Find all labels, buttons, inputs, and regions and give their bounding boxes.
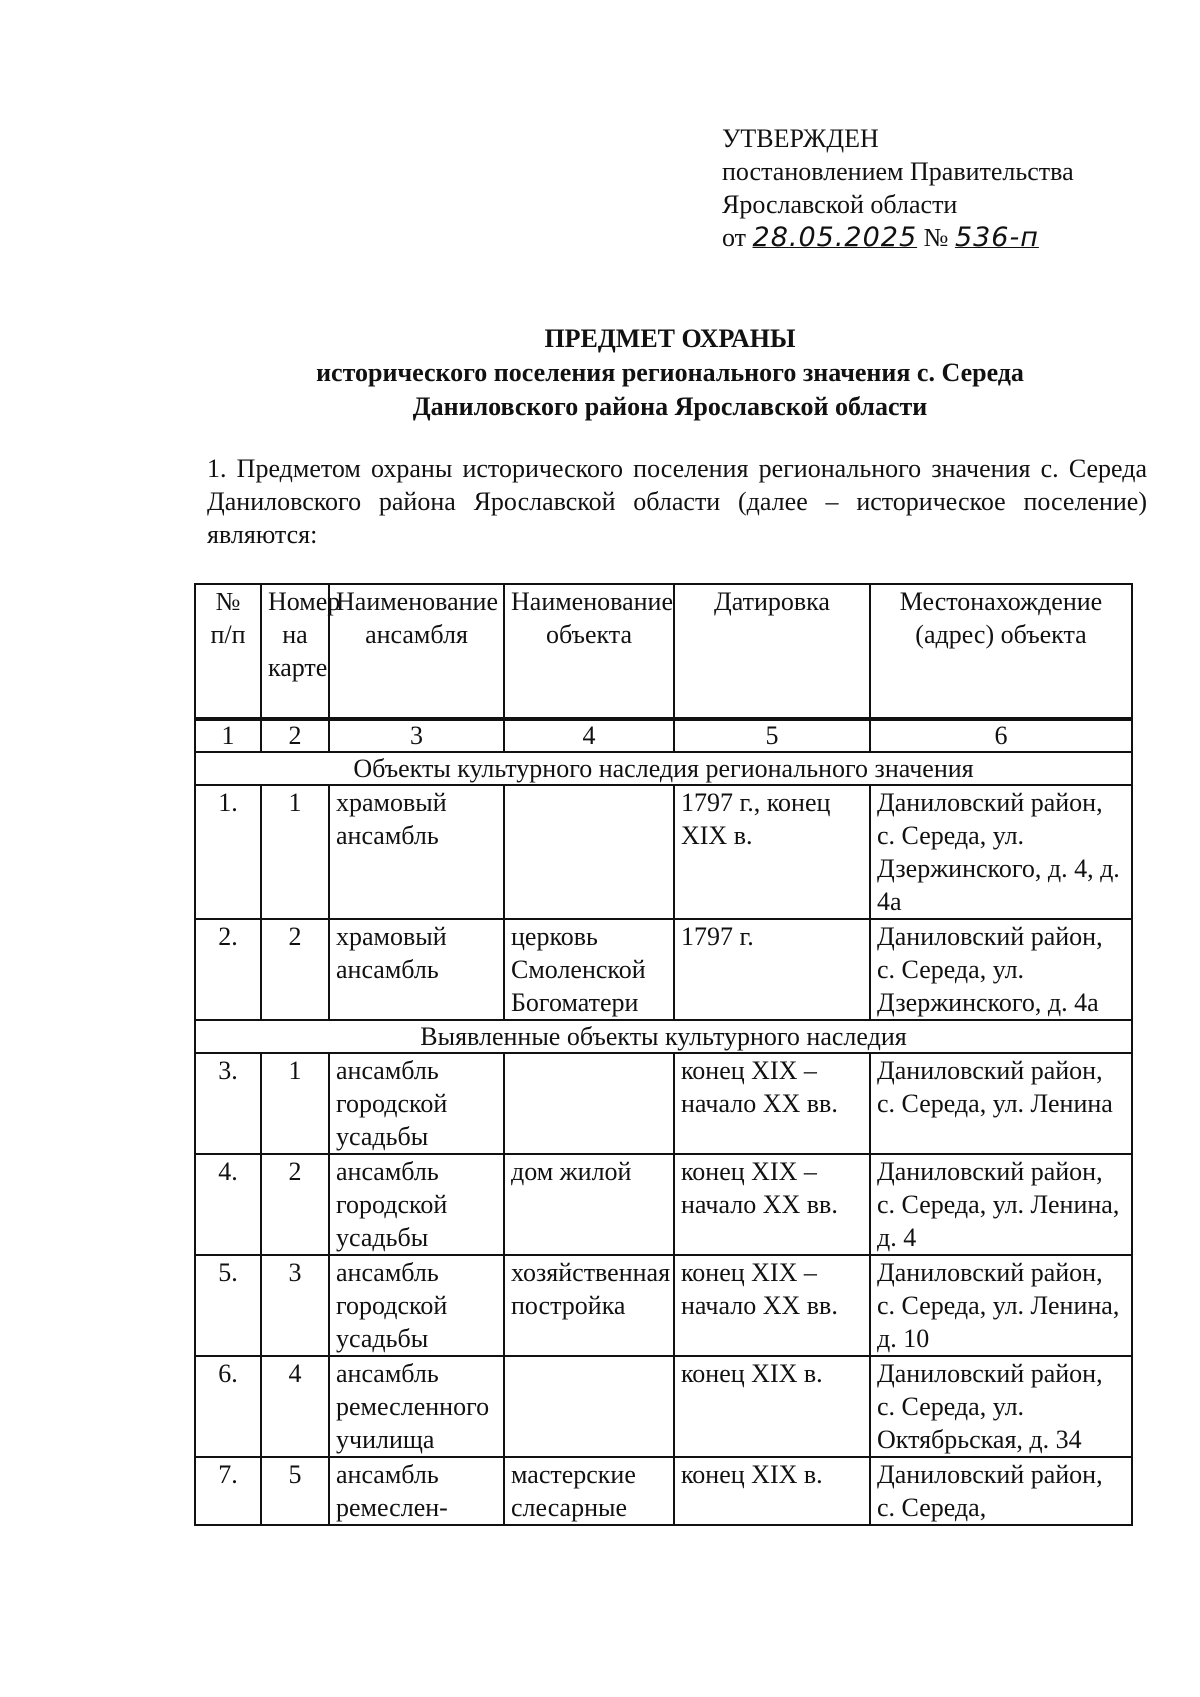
object-name <box>504 785 674 919</box>
table-row <box>195 1053 1132 1154</box>
approval-number-sign: № <box>923 223 949 252</box>
column-number: 4 <box>504 719 674 752</box>
dating: 1797 г., конец XIX в. <box>674 785 870 919</box>
title-line-3: Даниловского района Ярославской области <box>412 392 928 421</box>
table-row <box>195 1255 1132 1356</box>
header-cell: Наименование объекта <box>504 584 674 719</box>
dating: конец XIX – начало XX вв. <box>674 1053 870 1154</box>
dating: конец XIX в. <box>674 1457 870 1525</box>
title-line-1: ПРЕДМЕТ ОХРАНЫ <box>544 324 796 353</box>
row-number: 3. <box>195 1053 261 1154</box>
header-cell: Датировка <box>674 584 870 719</box>
dating: конец XIX – начало XX вв. <box>674 1154 870 1255</box>
intro-paragraph: 1. Предметом охраны исторического поселения регионального значения с. Середа Даниловского района Ярославской области (далее – историческое поселение) являются: <box>207 454 1147 549</box>
section-row <box>195 752 1132 785</box>
map-number: 3 <box>261 1255 329 1356</box>
table-row <box>195 1457 1132 1525</box>
approval-number: 536-п <box>954 222 1039 253</box>
ensemble-name: храмовый ансамбль <box>329 785 504 919</box>
table-row <box>195 785 1132 919</box>
row-number: 6. <box>195 1356 261 1457</box>
section-title: Объекты культурного наследия регионального значения <box>195 752 1132 785</box>
map-number: 1 <box>261 1053 329 1154</box>
approval-line-1: УТВЕРЖДЕН <box>722 124 879 153</box>
header-cell: № п/п <box>195 584 261 719</box>
object-name: дом жилой <box>504 1154 674 1255</box>
map-number: 2 <box>261 1154 329 1255</box>
column-number: 1 <box>195 719 261 752</box>
table-header-row <box>195 584 1132 719</box>
address: Даниловский район, с. Середа, ул. Октябрьская, д. 34 <box>870 1356 1132 1457</box>
ensemble-name: ансамбль ремеслен- <box>329 1457 504 1525</box>
row-number: 7. <box>195 1457 261 1525</box>
address: Даниловский район, с. Середа, ул. Ленина, д. 4 <box>870 1154 1132 1255</box>
approval-block <box>722 122 1074 254</box>
map-number: 5 <box>261 1457 329 1525</box>
address: Даниловский район, с. Середа, ул. Ленина <box>870 1053 1132 1154</box>
column-number-row <box>195 719 1132 752</box>
approval-from-prefix: от <box>722 223 747 252</box>
table-row <box>195 1356 1132 1457</box>
map-number: 2 <box>261 919 329 1020</box>
dating: конец XIX в. <box>674 1356 870 1457</box>
dating: 1797 г. <box>674 919 870 1020</box>
object-name <box>504 1356 674 1457</box>
object-name: мастерские слесарные <box>504 1457 674 1525</box>
address: Даниловский район, с. Середа, ул. Дзержинского, д. 4а <box>870 919 1132 1020</box>
column-number: 3 <box>329 719 504 752</box>
section-row <box>195 1020 1132 1053</box>
protection-table <box>194 583 1133 1526</box>
address: Даниловский район, с. Середа, <box>870 1457 1132 1525</box>
column-number: 5 <box>674 719 870 752</box>
header-cell: Наименование ансамбля <box>329 584 504 719</box>
row-number: 5. <box>195 1255 261 1356</box>
row-number: 2. <box>195 919 261 1020</box>
approval-date-line <box>722 221 1074 254</box>
object-name <box>504 1053 674 1154</box>
object-name: хозяйственная постройка <box>504 1255 674 1356</box>
approval-line-2: постановлением Правительства <box>722 157 1074 186</box>
table-row <box>195 919 1132 1020</box>
address: Даниловский район, с. Середа, ул. Дзержинского, д. 4, д. 4а <box>870 785 1132 919</box>
row-number: 4. <box>195 1154 261 1255</box>
section-title: Выявленные объекты культурного наследия <box>195 1020 1132 1053</box>
address: Даниловский район, с. Середа, ул. Ленина, д. 10 <box>870 1255 1132 1356</box>
row-number: 1. <box>195 785 261 919</box>
map-number: 4 <box>261 1356 329 1457</box>
dating: конец XIX – начало XX вв. <box>674 1255 870 1356</box>
column-number: 2 <box>261 719 329 752</box>
table-row <box>195 1154 1132 1255</box>
approval-line-3: Ярославской области <box>722 190 958 219</box>
document-title <box>190 322 1150 424</box>
object-name: церковь Смоленской Богоматери <box>504 919 674 1020</box>
header-cell: Местонахождение (адрес) объекта <box>870 584 1132 719</box>
header-cell: Номер на карте <box>261 584 329 719</box>
column-number: 6 <box>870 719 1132 752</box>
title-line-2: исторического поселения регионального значения с. Середа <box>316 358 1024 387</box>
ensemble-name: ансамбль ремесленного училища <box>329 1356 504 1457</box>
map-number: 1 <box>261 785 329 919</box>
ensemble-name: ансамбль городской усадьбы <box>329 1053 504 1154</box>
ensemble-name: храмовый ансамбль <box>329 919 504 1020</box>
ensemble-name: ансамбль городской усадьбы <box>329 1255 504 1356</box>
ensemble-name: ансамбль городской усадьбы <box>329 1154 504 1255</box>
approval-date: 28.05.2025 <box>752 222 918 253</box>
